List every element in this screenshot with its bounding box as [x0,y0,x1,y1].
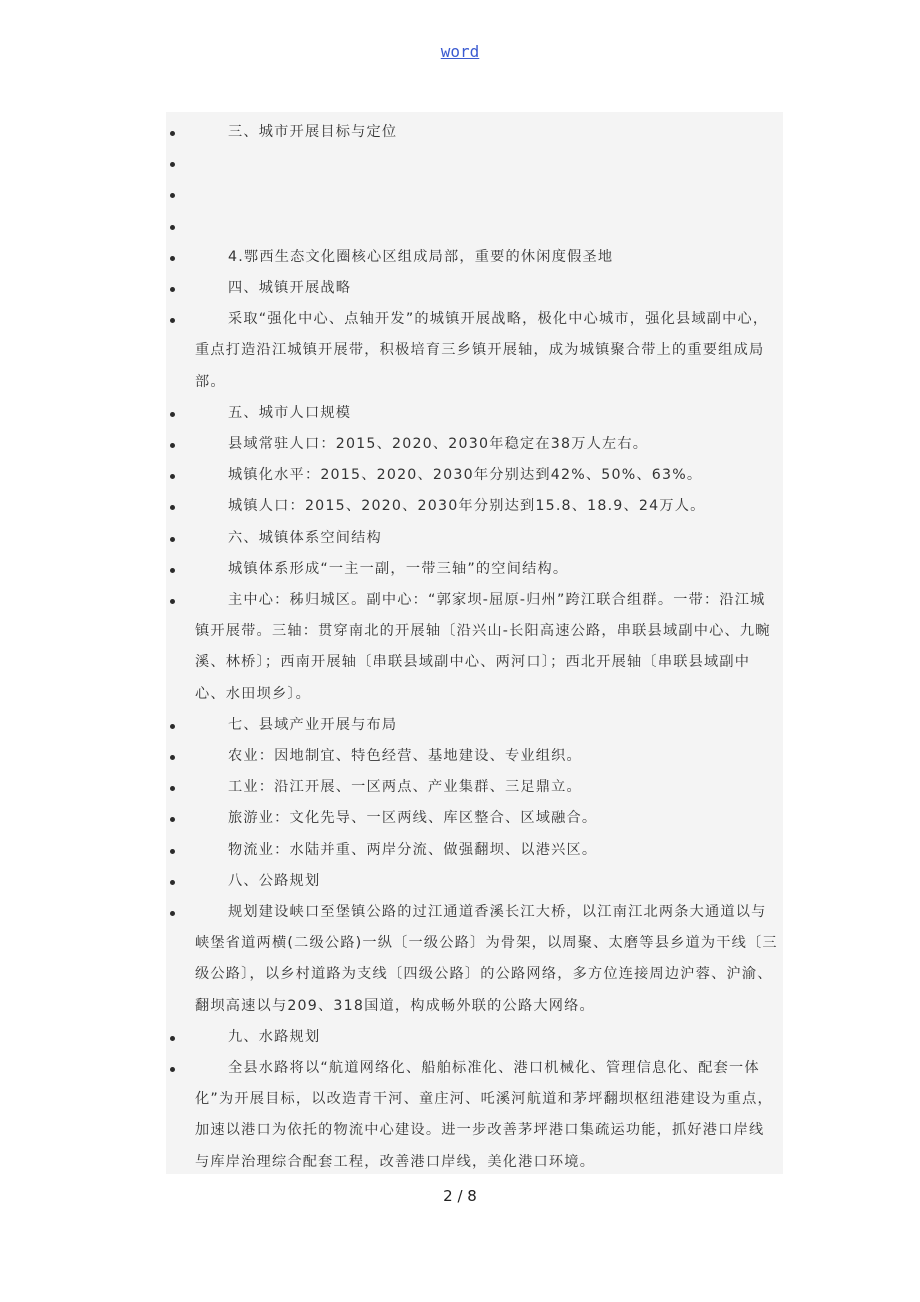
list-item [166,897,783,1022]
list-item-text: 城镇人口：2015、2020、2030年分别达到15.8、18.9、24万人。 [228,498,706,515]
list-item [166,772,783,803]
page-number: 2 / 8 [443,1187,477,1205]
list-item [166,429,783,460]
list-item-text: 七、县域产业开展与布局 [228,716,398,733]
list-item-text: 八、公路规划 [228,872,321,889]
bullet-dot [170,537,175,542]
bullet-dot [170,505,175,510]
bullet-dot [170,911,175,916]
bullet-dot [170,786,175,791]
bullet-dot [170,474,175,479]
bullet-dot [170,817,175,822]
list-item [166,866,783,897]
bullet-dot [170,599,175,604]
list-item-text: 城镇体系形成“一主一副，一带三轴”的空间结构。 [228,560,569,577]
list-item-text: 县域常驻人口：2015、2020、2030年稳定在38万人左右。 [228,435,649,452]
list-item-text: 农业：因地制宜、特色经营、基地建设、专业组织。 [228,748,582,765]
bullet-dot [170,443,175,448]
document-content [166,112,783,1174]
list-item-text: 4.鄂西生态文化圈核心区组成局部，重要的休闲度假圣地 [228,248,614,265]
list-item [166,523,783,554]
list-item-text: 四、城镇开展战略 [228,279,352,296]
list-item [166,304,783,398]
bullet-dot [170,256,175,261]
list-item [166,148,783,179]
list-item [166,741,783,772]
list-item [166,460,783,491]
list-item [166,554,783,585]
header-word-link[interactable]: word [440,42,480,61]
list-item-text: 主中心：秭归城区。副中心：“郭家坝-屈原-归州”跨江联合组群。一带：沿江城镇开展带。三轴：贯穿南北的开展轴〔沿兴山-长阳高速公路，串联县域副中心、九畹溪、林桥〕；西南开展轴〔串联县域副中心、两河口〕；西北开展轴〔串联县域副中心、水田坝乡〕。 [195,592,771,702]
list-item-text: 旅游业：文化先导、一区两线、库区整合、区域融合。 [228,810,598,827]
bullet-dot [170,849,175,854]
bullet-dot [170,568,175,573]
bullet-dot [170,1067,175,1072]
bullet-dot [170,162,175,167]
list-item-text: 采取“强化中心、点轴开发”的城镇开展战略，极化中心城市，强化县域副中心，重点打造沿江城镇开展带，积极培育三乡镇开展轴，成为城镇聚合带上的重要组成局部。 [195,311,769,390]
list-item-text: 六、城镇体系空间结构 [228,529,382,546]
list-item-text: 物流业：水陆并重、两岸分流、做强翻坝、以港兴区。 [228,841,598,858]
list-item-text: 规划建设峡口至堡镇公路的过江通道香溪长江大桥，以江南江北两条大通道以与峡堡省道两横(二级公路)一纵〔一级公路〕为骨架，以周聚、太磨等县乡道为干线〔三级公路〕，以乡村道路为支线〔四级公路〕的公路网络，多方位连接周边沪蓉、沪渝、翻坝高速以与209、318国道，构成畅外联的公路大网络。 [195,904,778,1014]
list-item [166,835,783,866]
list-item [166,803,783,834]
bullet-dot [170,724,175,729]
bullet-dot [170,1036,175,1041]
list-item [166,117,783,148]
list-item [166,585,783,710]
list-item [166,179,783,210]
list-item-text: 全县水路将以“航道网络化、船舶标准化、港口机械化、管理信息化、配套一体化”为开展目标，以改造青干河、童庄河、吒溪河航道和茅坪翻坝枢纽港建设为重点，加速以港口为依托的物流中心建设。进一步改善茅坪港口集疏运功能，抓好港口岸线与库岸治理综合配套工程，改善港口岸线，美化港口环境。 [195,1060,773,1170]
list-item [166,491,783,522]
list-item [166,1022,783,1053]
list-item [166,710,783,741]
list-item [166,398,783,429]
list-item [166,1053,783,1174]
bullet-dot [170,131,175,136]
bullet-dot [170,318,175,323]
bullet-dot [170,287,175,292]
bullet-dot [170,225,175,230]
bullet-dot [170,880,175,885]
list-item [166,273,783,304]
bullet-dot [170,193,175,198]
list-item-text: 三、城市开展目标与定位 [228,124,398,140]
list-item [166,211,783,242]
bullet-dot [170,755,175,760]
bullet-dot [170,412,175,417]
list-item-text: 城镇化水平：2015、2020、2030年分别达到42%、50%、63%。 [228,467,703,484]
list-item-text: 工业：沿江开展、一区两点、产业集群、三足鼎立。 [228,779,582,796]
bullet-list [166,117,783,1174]
list-item-text: 五、城市人口规模 [228,404,352,421]
list-item [166,242,783,273]
list-item-text: 九、水路规划 [228,1028,321,1045]
